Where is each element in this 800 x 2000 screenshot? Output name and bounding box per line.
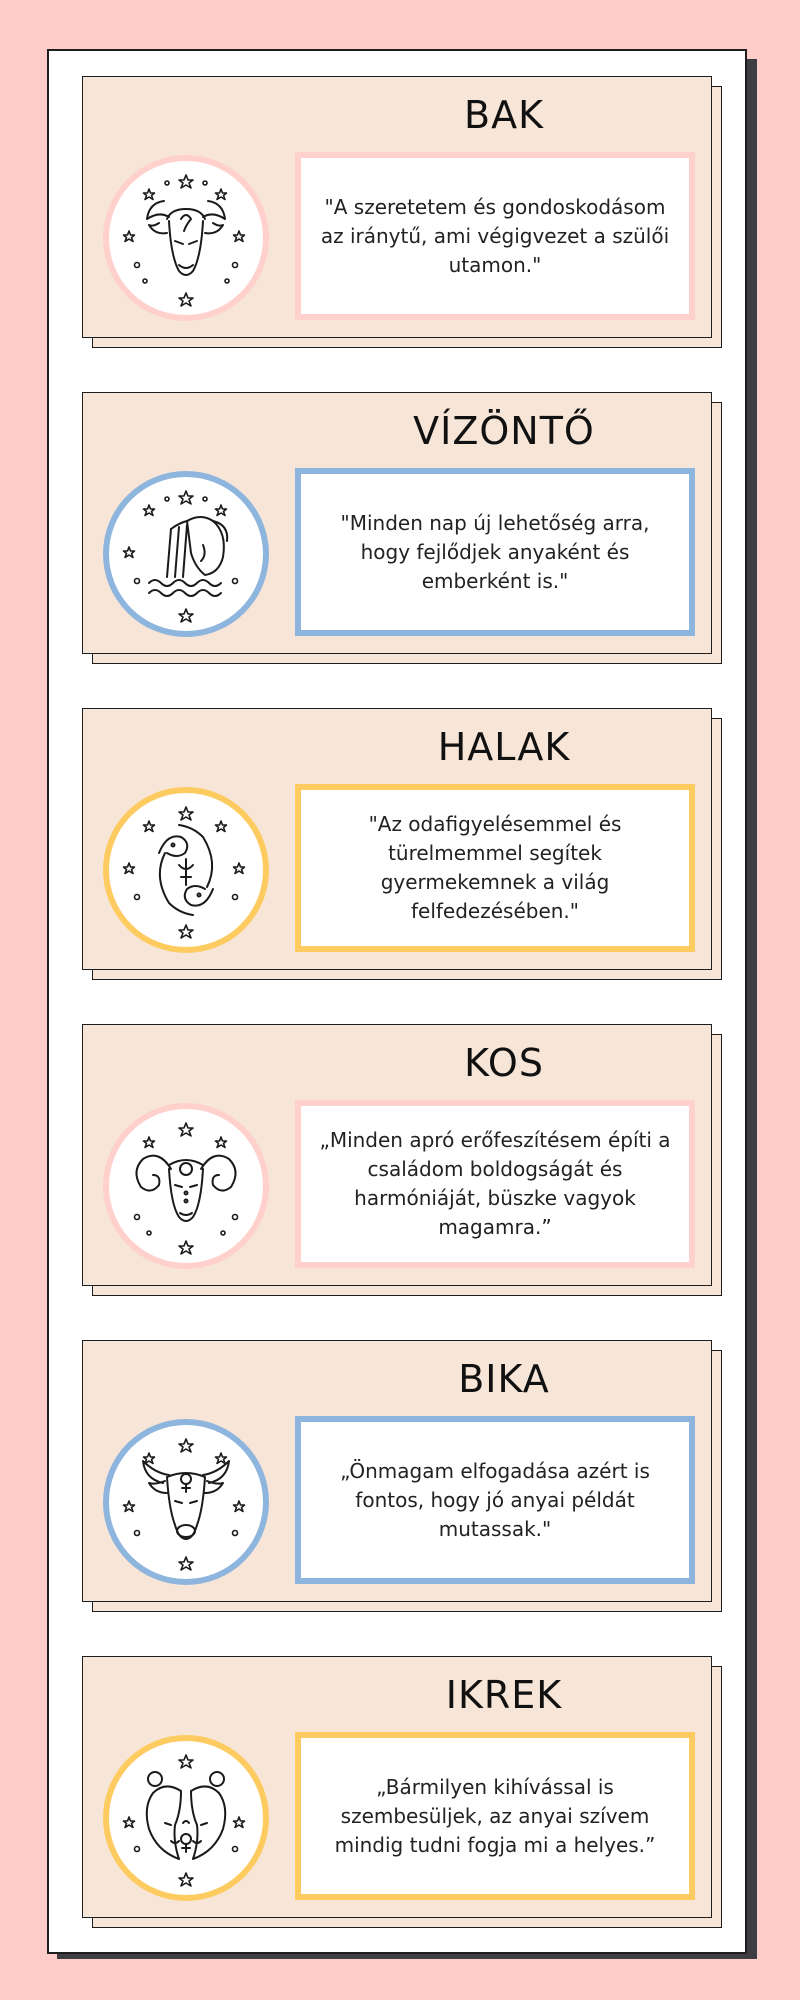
sign-card-halak xyxy=(82,708,722,980)
sign-card-ikrek xyxy=(82,1656,722,1928)
sign-title: VÍZÖNTŐ xyxy=(413,409,595,453)
sign-title: IKREK xyxy=(445,1673,563,1717)
quote-box: "Minden nap új lehetőség arra, hogy fejlődjek anyaként és emberként is." xyxy=(295,468,695,636)
card-face xyxy=(82,1024,712,1286)
card-face xyxy=(82,1656,712,1918)
quote-box: „Minden apró erőfeszítésem építi a családom boldogságát és harmóniáját, büszke vagyok magamra.” xyxy=(295,1100,695,1268)
card-face xyxy=(82,76,712,338)
sign-title: KOS xyxy=(464,1041,544,1085)
aries-ram-icon xyxy=(103,1103,269,1269)
quote-box: „Bármilyen kihívással is szembesüljek, az anyai szívem mindig tudni fogja mi a helyes.” xyxy=(295,1732,695,1900)
gemini-twins-icon xyxy=(103,1735,269,1901)
sign-card-vizonto xyxy=(82,392,722,664)
sign-card-bika xyxy=(82,1340,722,1612)
capricorn-goat-icon xyxy=(103,155,269,321)
sign-card-bak xyxy=(82,76,722,348)
sign-title: BIKA xyxy=(458,1357,550,1401)
sign-title: HALAK xyxy=(437,725,571,769)
pisces-fish-icon xyxy=(103,787,269,953)
card-face xyxy=(82,392,712,654)
card-face xyxy=(82,1340,712,1602)
card-face xyxy=(82,708,712,970)
aquarius-water-jug-icon xyxy=(103,471,269,637)
sign-title: BAK xyxy=(464,93,544,137)
quote-box: "A szeretetem és gondoskodásom az iránytű, ami végigvezet a szülői utamon." xyxy=(295,152,695,320)
quote-box: "Az odafigyelésemmel és türelmemmel segítek gyermekemnek a világ felfedezésében." xyxy=(295,784,695,952)
sign-card-kos xyxy=(82,1024,722,1296)
quote-box: „Önmagam elfogadása azért is fontos, hogy jó anyai példát mutassak." xyxy=(295,1416,695,1584)
taurus-bull-icon xyxy=(103,1419,269,1585)
